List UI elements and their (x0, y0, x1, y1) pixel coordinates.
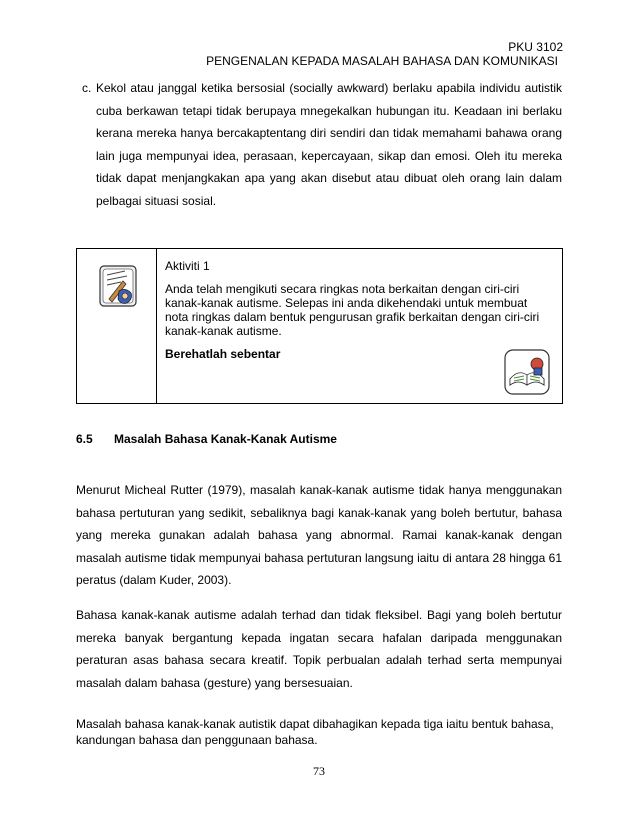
reading-book-icon (504, 349, 550, 395)
paragraph-3: Masalah bahasa kanak-kanak autistik dapat dibahagikan kepada tiga iaitu bentuk bahasa, kandungan bahasa dan penggunaan bahasa. (76, 717, 554, 747)
section-number: 6.5 (76, 432, 93, 446)
section-heading (76, 432, 337, 446)
section-title: Masalah Bahasa Kanak-Kanak Autisme (114, 432, 337, 446)
course-code: PKU 3102 (508, 40, 563, 54)
activity-box (76, 248, 563, 404)
course-title: PENGENALAN KEPADA MASALAH BAHASA DAN KOMUNIKASI (206, 54, 558, 68)
list-item-text: Kekol atau janggal ketika bersosial (socially awkward) berlaku apabila individu autistik cuba berkawan tetapi tidak berupaya mnegekalkan hubungan itu. Keadaan ini berlaku kerana mereka hanya bercakaptentang diri sendiri dan tidak memahami bahawa orang lain juga mempunyai idea, perasaan, kepercayaan, sikap dan emosi. Oleh itu mereka tidak dapat menjangkakan apa yang akan disebut atau dibuat oleh orang lain dalam pelbagai situasi sosial. (96, 81, 562, 208)
list-marker: c. (82, 81, 92, 95)
writing-hand-icon (99, 265, 137, 307)
page-number: 73 (313, 764, 325, 778)
activity-instruction: Anda telah mengikuti secara ringkas nota berkaitan dengan ciri-ciri kanak-kanak autisme. Selepas ini anda dikehendaki untuk membuat nota ringkas dalam bentuk pengurusan grafik berkaitan dengan ciri-ciri kanak-kanak autisme. (165, 282, 540, 338)
activity-title: Aktiviti 1 (165, 259, 210, 273)
paragraph-1: Menurut Micheal Rutter (1979), masalah kanak-kanak autisme tidak hanya menggunakan bahasa pertuturan yang sedikit, sebaliknya bagi kanak-kanak yang boleh bertutur, bahasa yang mereka gunakan adalah bahasa yang abnormal. Ramai kanak-kanak dengan masalah autisme tidak mempunyai bahasa pertuturan langsung iaitu di antara 28 hingga 61 peratus (dalam Kuder, 2003). (76, 483, 562, 587)
activity-rest-note: Berehatlah sebentar (165, 347, 281, 361)
paragraph-2: Bahasa kanak-kanak autisme adalah terhad dan tidak fleksibel. Bagi yang boleh bertutur mereka banyak bergantung kepada ingatan secara hafalan daripada menggunakan peraturan asas bahasa secara kreatif. Topik perbualan adalah terhad serta mempunyai masalah dalam bahasa (gesture) yang bersesuaian. (76, 608, 562, 690)
activity-content (165, 259, 547, 370)
list-item-c (82, 77, 562, 212)
activity-divider (156, 249, 157, 403)
